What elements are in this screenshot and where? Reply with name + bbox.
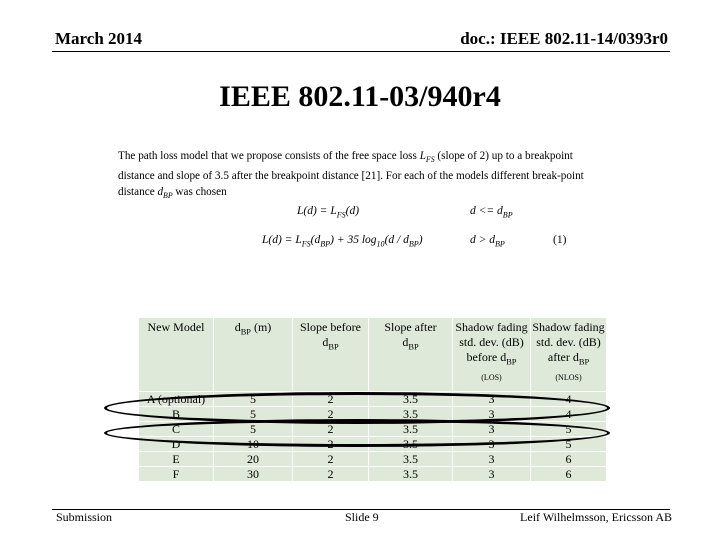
cell-slope-after: 3.5 xyxy=(369,467,453,482)
header-model-label: New Model xyxy=(147,320,205,334)
header-divider xyxy=(52,51,670,52)
header-slope-after xyxy=(369,318,453,392)
equation-2-condition xyxy=(470,234,505,248)
eq2-end: ) xyxy=(418,234,423,246)
eq1-cond: d <= d xyxy=(470,205,503,217)
header-dbp-unit: (m) xyxy=(250,320,272,334)
cell-slope-after: 3.5 xyxy=(369,392,453,407)
header-after-label: Slope after xyxy=(384,320,437,334)
paragraph-text-3: was chosen xyxy=(172,186,227,199)
cell-model: B xyxy=(139,407,214,422)
cell-slope-before: 2 xyxy=(293,407,369,422)
eq2-cond: d > d xyxy=(470,234,496,246)
cell-shadow-after: 4 xyxy=(531,407,607,422)
cell-dbp: 10 xyxy=(214,437,293,452)
slide-title: IEEE 802.11-03/940r4 xyxy=(219,80,501,113)
cell-slope-after: 3.5 xyxy=(369,422,453,437)
cell-dbp: 5 xyxy=(214,392,293,407)
cell-shadow-before: 3 xyxy=(453,452,531,467)
header-sfa-sub: BP xyxy=(578,357,590,367)
header-sfa-nlos: (NLOS) xyxy=(555,373,582,383)
header-shadow-after xyxy=(531,318,607,392)
table-row xyxy=(139,467,607,482)
eq2-mid2: ) + 35 log xyxy=(330,234,377,246)
cell-shadow-before: 3 xyxy=(453,392,531,407)
lfs-sub: FS xyxy=(425,155,435,165)
cell-dbp: 20 xyxy=(214,452,293,467)
eq2-sub1: FS xyxy=(301,239,311,249)
cell-slope-before: 2 xyxy=(293,437,369,452)
cell-shadow-after: 5 xyxy=(531,422,607,437)
lfs-symbol xyxy=(419,150,435,165)
header-dbp-d: d xyxy=(234,320,241,334)
cell-slope-after: 3.5 xyxy=(369,437,453,452)
header-sfb-los: (LOS) xyxy=(481,373,502,383)
cell-dbp: 5 xyxy=(214,407,293,422)
cell-shadow-after: 5 xyxy=(531,437,607,452)
cell-dbp: 5 xyxy=(214,422,293,437)
eq2-mid3: (d / d xyxy=(384,234,409,246)
equation-1 xyxy=(297,205,359,219)
cell-shadow-after: 6 xyxy=(531,467,607,482)
header-sfa-label: Shadow fading std. dev. (dB) after d xyxy=(532,320,605,364)
dbp-letter: d xyxy=(157,186,164,199)
equation-1-condition xyxy=(470,205,513,219)
eq2-mid1: (d xyxy=(310,234,321,246)
cell-slope-before: 2 xyxy=(293,392,369,407)
cell-slope-before: 2 xyxy=(293,467,369,482)
cell-model: E xyxy=(139,452,214,467)
dbp-sub: BP xyxy=(163,191,173,201)
cell-shadow-before: 3 xyxy=(453,437,531,452)
cell-model: C xyxy=(139,422,214,437)
header-shadow-before xyxy=(453,318,531,392)
header-dbp-sub: BP xyxy=(240,327,251,337)
cell-slope-before: 2 xyxy=(293,452,369,467)
cell-shadow-before: 3 xyxy=(453,467,531,482)
eq2-lhs: L(d) = L xyxy=(262,234,302,246)
header-before-d: d xyxy=(322,335,329,349)
equation-2 xyxy=(262,234,423,248)
cell-shadow-after: 6 xyxy=(531,452,607,467)
header-before-sub: BP xyxy=(328,342,339,352)
footer-slide-number: Slide 9 xyxy=(345,510,379,524)
cell-slope-after: 3.5 xyxy=(369,407,453,422)
paragraph-text-2: (slope of 2) up to a breakpoint distance and slope of 3.5 after the breakpoint distance [21]. For each of the models different break-point distance xyxy=(118,150,584,199)
cell-shadow-after: 4 xyxy=(531,392,607,407)
header-slope-before xyxy=(293,318,369,392)
table-header-row xyxy=(139,318,607,392)
header-before-label: Slope before xyxy=(300,320,361,334)
header-doc-id: doc.: IEEE 802.11-14/0393r0 xyxy=(460,29,668,48)
cell-slope-after: 3.5 xyxy=(369,452,453,467)
footer-submission: Submission xyxy=(56,510,113,524)
equation-number: (1) xyxy=(553,234,567,246)
eq1-lhs: L(d) = L xyxy=(297,205,337,217)
eq1-cond-sub: BP xyxy=(502,210,513,220)
cell-slope-before: 2 xyxy=(293,422,369,437)
eq2-cond-sub: BP xyxy=(495,239,505,249)
header-dbp xyxy=(214,318,293,392)
footer-author: Leif Wilhelmsson, Ericsson AB xyxy=(520,510,672,524)
header-sfb-sub: BP xyxy=(506,357,517,367)
header-date: March 2014 xyxy=(55,29,143,48)
eq2-sub2: BP xyxy=(320,239,331,249)
paragraph-text-1: The path loss model that we propose consists of the free space loss xyxy=(118,150,420,162)
cell-model: A (optional) xyxy=(139,392,214,407)
eq2-sub4: BP xyxy=(408,239,419,249)
eq1-sub: FS xyxy=(336,210,346,220)
header-after-sub: BP xyxy=(408,342,419,352)
cell-dbp: 30 xyxy=(214,467,293,482)
eq2-sub3: 10 xyxy=(376,239,385,249)
header-sfb-label: Shadow fading std. dev. (dB) before d xyxy=(455,320,528,364)
highlight-oval-c-d xyxy=(104,419,610,447)
cell-model: D xyxy=(139,437,214,452)
cell-model: F xyxy=(139,467,214,482)
cell-shadow-before: 3 xyxy=(453,407,531,422)
body-paragraph xyxy=(118,148,588,204)
lfs-letter: L xyxy=(419,150,426,162)
dbp-symbol xyxy=(157,186,173,201)
header-new-model xyxy=(139,318,214,392)
cell-shadow-before: 3 xyxy=(453,422,531,437)
header-after-d: d xyxy=(402,335,409,349)
eq1-rhs: (d) xyxy=(345,205,360,217)
table-row xyxy=(139,452,607,467)
